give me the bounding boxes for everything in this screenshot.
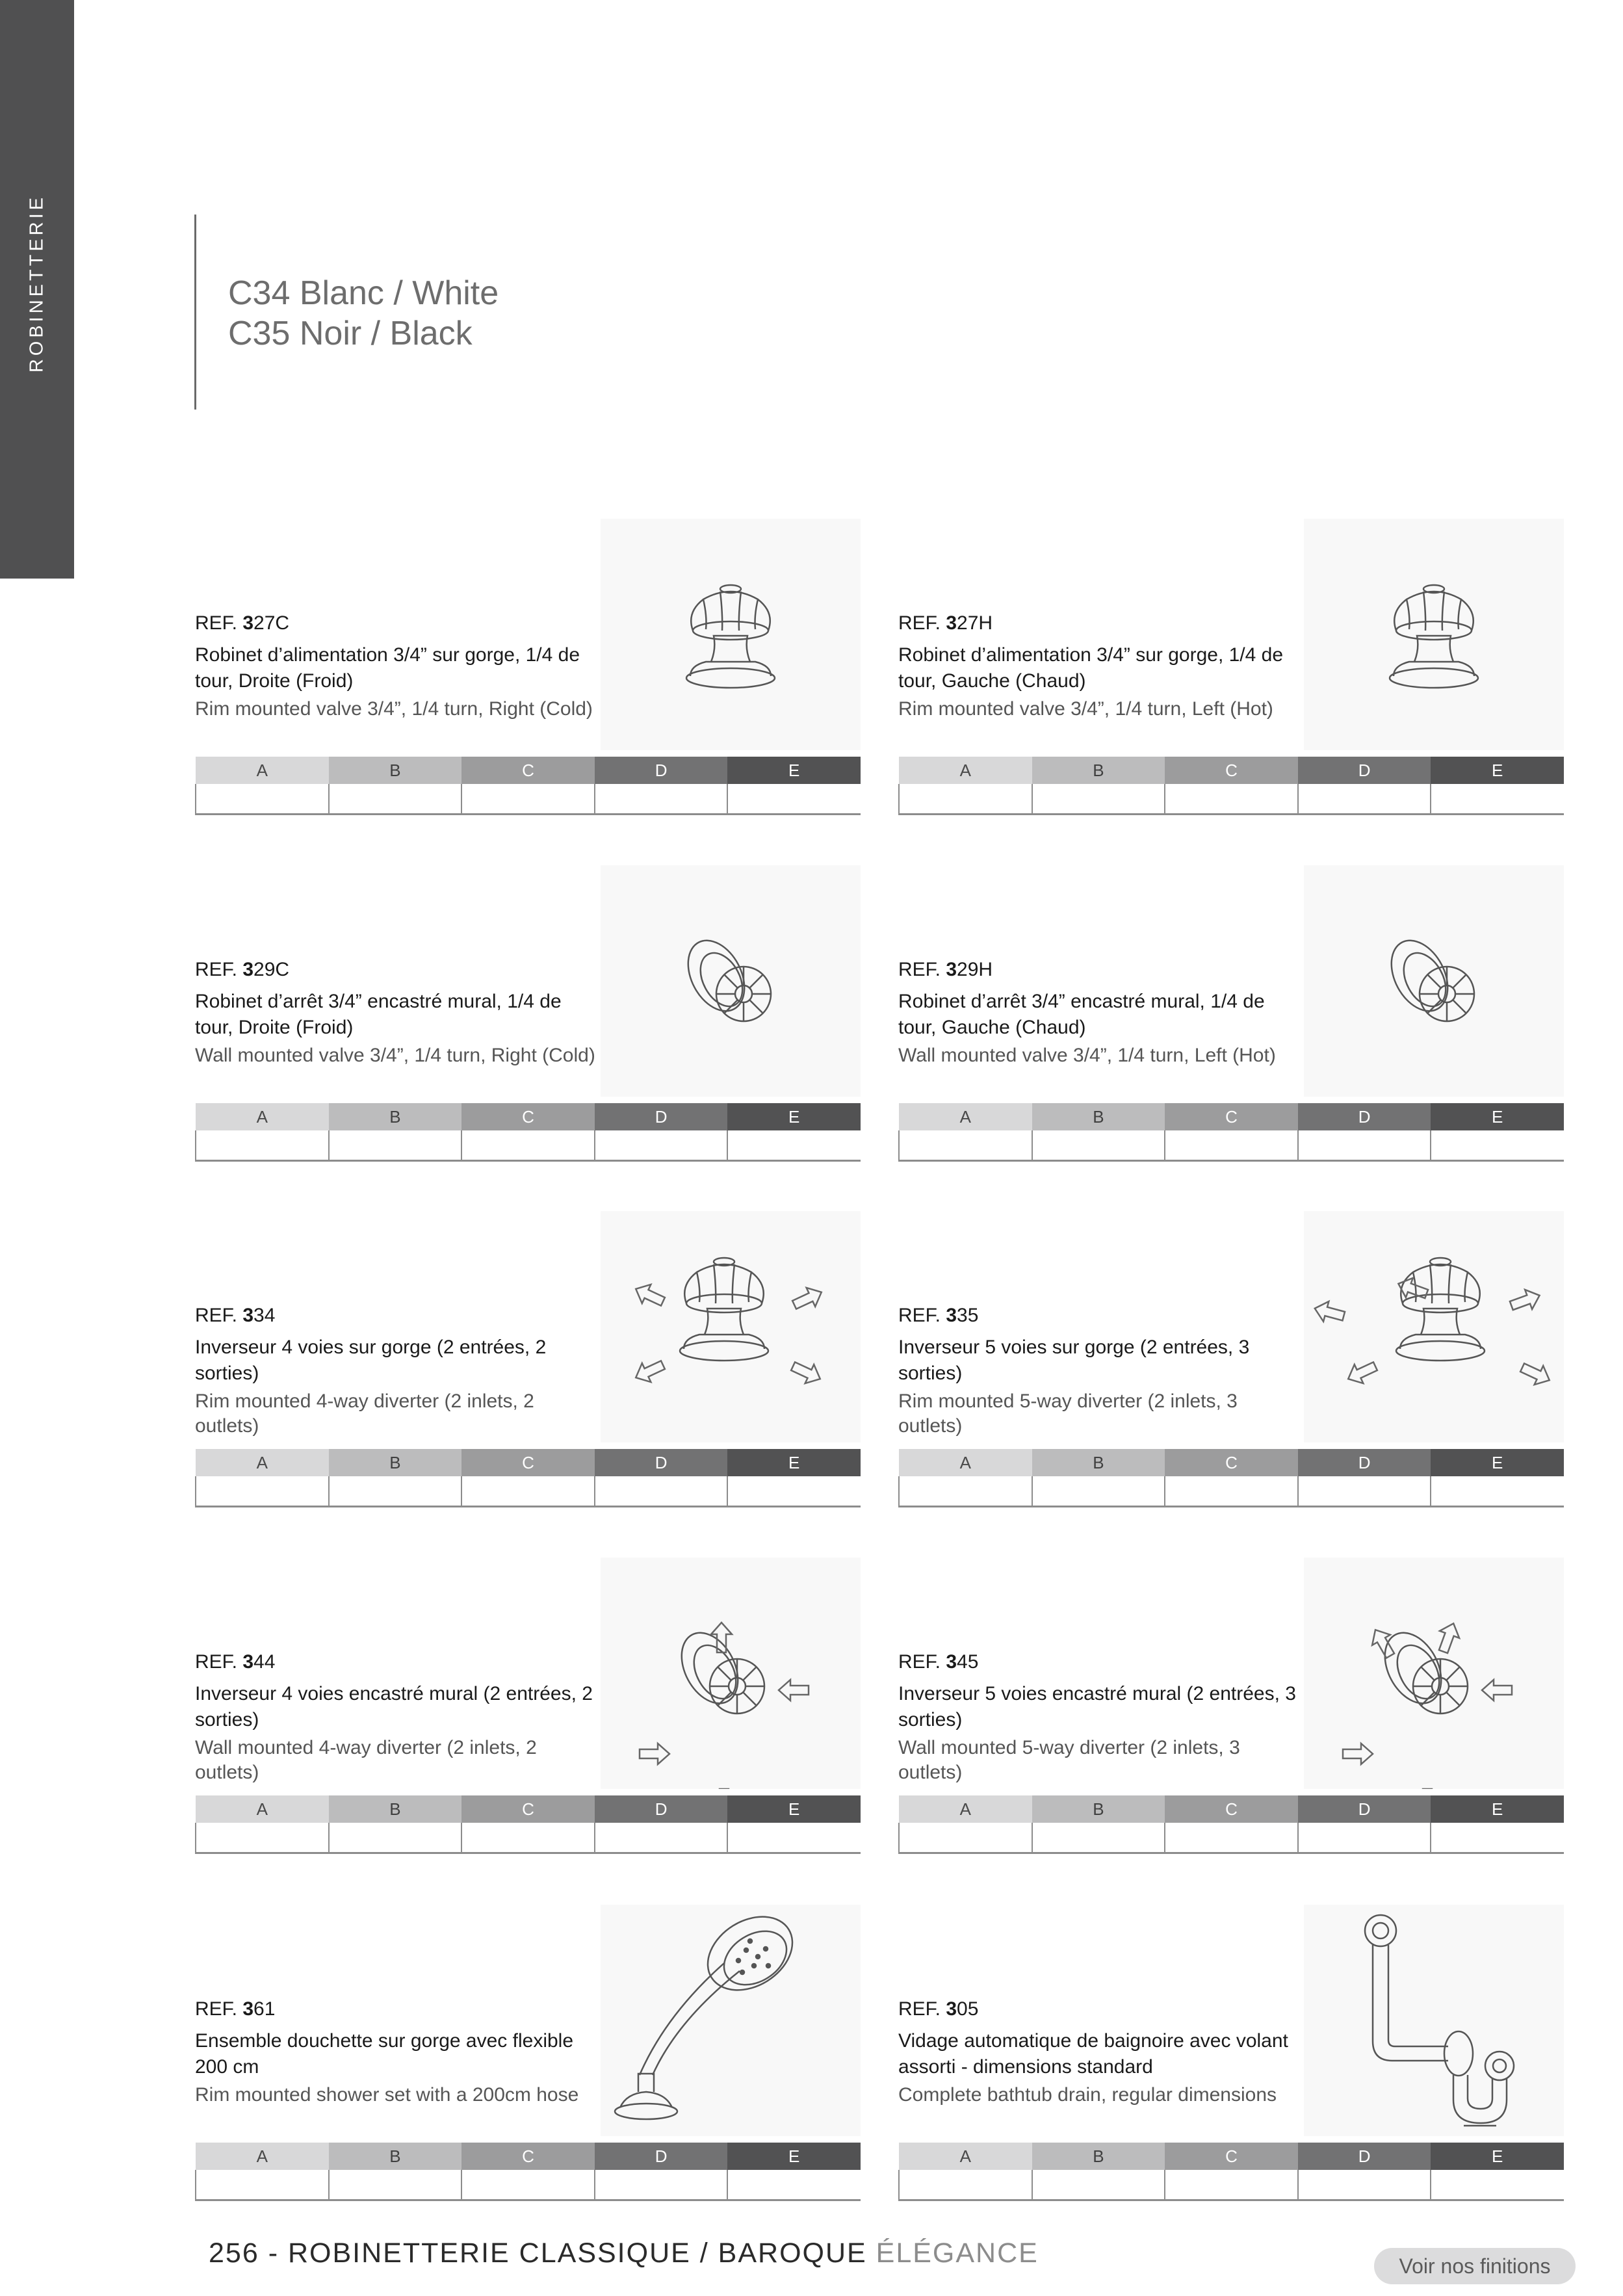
ref-prefix: REF. <box>195 612 243 634</box>
ref-bold: 3 <box>242 1651 254 1673</box>
description-en: Complete bathtub drain, regular dimensions <box>898 2084 1277 2106</box>
dimension-table <box>195 1795 861 1854</box>
product-ref <box>195 959 289 981</box>
dimension-header: E <box>727 1449 861 1476</box>
dimension-header: A <box>196 2143 329 2170</box>
dimension-cell <box>196 784 329 815</box>
product-card <box>195 1558 861 1854</box>
ref-bold: 3 <box>946 1998 957 2020</box>
product-ref <box>898 959 993 981</box>
dimension-header: D <box>595 1449 728 1476</box>
dimension-header: B <box>1032 1449 1165 1476</box>
dimension-header: C <box>461 2143 595 2170</box>
description-fr: Inverseur 5 voies sur gorge (2 entrées, 3 sorties) <box>898 1337 1250 1384</box>
dimension-header: B <box>1032 757 1165 784</box>
sidebar-label: ROBINETTERIE <box>26 194 47 373</box>
dimension-header: E <box>1431 1103 1564 1130</box>
dimension-header: D <box>1298 757 1431 784</box>
dimension-cell <box>1165 1823 1298 1853</box>
dimension-header: D <box>595 1103 728 1130</box>
dimension-cell <box>1032 784 1165 815</box>
dimension-header: A <box>196 1449 329 1476</box>
product-card <box>195 865 861 1162</box>
footer-title <box>209 2237 1039 2269</box>
product-ref <box>195 612 289 634</box>
dimension-cell <box>196 1823 329 1853</box>
finish-header <box>228 273 499 354</box>
dimension-cell <box>1298 1130 1431 1161</box>
dimension-cell <box>1032 1476 1165 1507</box>
dimension-header: E <box>727 757 861 784</box>
dimension-header: D <box>1298 1103 1431 1130</box>
description-en: Rim mounted shower set with a 200cm hose <box>195 2084 579 2106</box>
ref-number: 34 <box>253 1305 276 1326</box>
dimension-cell <box>1431 1476 1564 1507</box>
dimension-header: A <box>196 1795 329 1823</box>
dimension-table <box>898 1103 1564 1162</box>
description-en: Rim mounted 4-way diverter (2 inlets, 2 outlets) <box>195 1390 534 1437</box>
dimension-header: A <box>899 2143 1032 2170</box>
ref-bold: 3 <box>242 959 254 980</box>
dimension-header: D <box>1298 1795 1431 1823</box>
dimension-cell <box>461 1130 595 1161</box>
dimension-header: B <box>329 757 462 784</box>
dimension-cell <box>1431 1130 1564 1161</box>
description-fr: Inverseur 5 voies encastré mural (2 entrées, 3 sorties) <box>898 1683 1296 1730</box>
dimension-header: E <box>1431 1449 1564 1476</box>
dimension-header: B <box>1032 1103 1165 1130</box>
dimension-header: E <box>1431 1795 1564 1823</box>
dimension-cell <box>1032 2170 1165 2200</box>
dimension-cell <box>1431 784 1564 815</box>
product-ref <box>195 1651 275 1673</box>
ref-number: 29H <box>957 959 993 980</box>
product-card <box>898 865 1564 1162</box>
dimension-header: C <box>461 757 595 784</box>
rim-5way-diverter-icon <box>1304 1211 1564 1442</box>
dimension-header: B <box>1032 1795 1165 1823</box>
dimension-table <box>898 2143 1564 2201</box>
rim-valve-icon <box>601 519 861 750</box>
dimension-cell <box>595 1823 728 1853</box>
dimension-table <box>898 757 1564 815</box>
footer-collection: ROBINETTERIE CLASSIQUE / BAROQUE <box>287 2237 876 2269</box>
description-en: Rim mounted valve 3/4”, 1/4 turn, Left (Hot) <box>898 698 1273 720</box>
dimension-cell <box>899 784 1032 815</box>
product-ref <box>898 1305 978 1327</box>
dimension-header: C <box>1165 2143 1298 2170</box>
dimension-header: D <box>1298 2143 1431 2170</box>
product-ref <box>195 1998 275 2020</box>
description-fr: Robinet d’alimentation 3/4” sur gorge, 1/4 de tour, Gauche (Chaud) <box>898 644 1284 692</box>
description-fr: Robinet d’arrêt 3/4” encastré mural, 1/4 de tour, Gauche (Chaud) <box>898 991 1265 1038</box>
description-en: Rim mounted 5-way diverter (2 inlets, 3 outlets) <box>898 1390 1238 1437</box>
rim-valve-icon <box>1304 519 1564 750</box>
dimension-cell <box>595 2170 728 2200</box>
product-card <box>898 519 1564 815</box>
dimension-cell <box>461 1476 595 1507</box>
dimension-header: E <box>727 1795 861 1823</box>
dimension-table <box>898 1449 1564 1507</box>
wall-5way-diverter-icon <box>1304 1558 1564 1789</box>
description-fr: Inverseur 4 voies encastré mural (2 entrées, 2 sorties) <box>195 1683 593 1730</box>
dimension-cell <box>329 2170 462 2200</box>
dimension-header: E <box>1431 2143 1564 2170</box>
description-en: Wall mounted valve 3/4”, 1/4 turn, Right (Cold) <box>195 1045 595 1066</box>
dimension-cell <box>329 1476 462 1507</box>
ref-prefix: REF. <box>195 1651 243 1673</box>
page-number: 256 <box>209 2237 259 2269</box>
dimension-header: C <box>461 1795 595 1823</box>
wall-valve-icon <box>601 865 861 1097</box>
dimension-cell <box>329 1130 462 1161</box>
ref-number: 35 <box>957 1305 979 1326</box>
product-ref <box>195 1305 275 1327</box>
ref-number: 45 <box>957 1651 979 1673</box>
dimension-header: A <box>899 757 1032 784</box>
dimension-cell <box>595 784 728 815</box>
ref-bold: 3 <box>946 1651 957 1673</box>
dimension-table <box>195 1103 861 1162</box>
ref-prefix: REF. <box>898 1305 946 1326</box>
wall-valve-icon <box>1304 865 1564 1097</box>
description-fr: Robinet d’arrêt 3/4” encastré mural, 1/4 de tour, Droite (Froid) <box>195 991 562 1038</box>
dimension-cell <box>196 2170 329 2200</box>
dimension-header: B <box>1032 2143 1165 2170</box>
ref-number: 61 <box>253 1998 276 2020</box>
product-card <box>898 1905 1564 2201</box>
header-rule <box>194 215 196 410</box>
footer-separator: - <box>259 2237 288 2269</box>
dimension-cell <box>1165 1476 1298 1507</box>
ref-prefix: REF. <box>195 959 243 980</box>
ref-prefix: REF. <box>195 1998 243 2020</box>
finish-line-black: C35 Noir / Black <box>228 315 473 352</box>
dimension-cell <box>1165 2170 1298 2200</box>
see-finishes-button[interactable]: Voir nos finitions <box>1374 2248 1576 2284</box>
dimension-cell <box>461 784 595 815</box>
dimension-cell <box>461 2170 595 2200</box>
dimension-cell <box>1298 2170 1431 2200</box>
dimension-cell <box>899 1823 1032 1853</box>
dimension-cell <box>899 1476 1032 1507</box>
dimension-cell <box>1032 1823 1165 1853</box>
dimension-cell <box>727 784 861 815</box>
dimension-header: C <box>1165 1449 1298 1476</box>
dimension-header: D <box>595 757 728 784</box>
ref-number: 29C <box>253 959 290 980</box>
product-card <box>195 519 861 815</box>
dimension-cell <box>899 1130 1032 1161</box>
dimension-cell <box>1032 1130 1165 1161</box>
description-fr: Robinet d’alimentation 3/4” sur gorge, 1/4 de tour, Droite (Froid) <box>195 644 580 692</box>
ref-bold: 3 <box>946 1305 957 1326</box>
dimension-cell <box>727 1823 861 1853</box>
dimension-header: B <box>329 1795 462 1823</box>
dimension-cell <box>329 784 462 815</box>
dimension-cell <box>196 1476 329 1507</box>
ref-prefix: REF. <box>898 1998 946 2020</box>
dimension-header: E <box>1431 757 1564 784</box>
description-en: Wall mounted 4-way diverter (2 inlets, 2 outlets) <box>195 1737 537 1783</box>
rim-4way-diverter-icon <box>601 1211 861 1442</box>
dimension-cell <box>727 1476 861 1507</box>
description-en: Wall mounted 5-way diverter (2 inlets, 3 outlets) <box>898 1737 1240 1783</box>
dimension-cell <box>196 1130 329 1161</box>
dimension-cell <box>1431 2170 1564 2200</box>
ref-number: 05 <box>957 1998 979 2020</box>
dimension-cell <box>1298 784 1431 815</box>
product-ref <box>898 1651 978 1673</box>
dimension-cell <box>1298 1823 1431 1853</box>
dimension-table <box>195 1449 861 1507</box>
ref-number: 27H <box>957 612 993 634</box>
dimension-cell <box>329 1823 462 1853</box>
description-en: Rim mounted valve 3/4”, 1/4 turn, Right (Cold) <box>195 698 593 720</box>
finish-line-white: C34 Blanc / White <box>228 274 499 312</box>
dimension-header: B <box>329 1449 462 1476</box>
ref-bold: 3 <box>242 1998 254 2020</box>
description-fr: Vidage automatique de baignoire avec volant assorti - dimensions standard <box>898 2030 1288 2078</box>
wall-4way-diverter-icon <box>601 1558 861 1789</box>
description-fr: Inverseur 4 voies sur gorge (2 entrées, 2 sorties) <box>195 1337 547 1384</box>
description-en: Wall mounted valve 3/4”, 1/4 turn, Left (Hot) <box>898 1045 1276 1066</box>
dimension-table <box>898 1795 1564 1854</box>
dimension-cell <box>595 1476 728 1507</box>
dimension-table <box>195 2143 861 2201</box>
dimension-header: E <box>727 1103 861 1130</box>
dimension-header: C <box>461 1449 595 1476</box>
dimension-cell <box>899 2170 1032 2200</box>
product-card <box>898 1211 1564 1507</box>
dimension-table <box>195 757 861 815</box>
ref-prefix: REF. <box>898 959 946 980</box>
dimension-header: A <box>899 1449 1032 1476</box>
bathtub-drain-icon <box>1304 1905 1564 2136</box>
dimension-cell <box>461 1823 595 1853</box>
dimension-header: E <box>727 2143 861 2170</box>
ref-number: 44 <box>253 1651 276 1673</box>
sidebar-tab <box>0 0 74 579</box>
dimension-header: D <box>595 2143 728 2170</box>
dimension-header: A <box>196 757 329 784</box>
product-card <box>195 1211 861 1507</box>
dimension-cell <box>1298 1476 1431 1507</box>
dimension-cell <box>595 1130 728 1161</box>
ref-prefix: REF. <box>195 1305 243 1326</box>
product-ref <box>898 1998 978 2020</box>
dimension-header: D <box>595 1795 728 1823</box>
dimension-header: D <box>1298 1449 1431 1476</box>
ref-bold: 3 <box>946 612 957 634</box>
ref-bold: 3 <box>242 1305 254 1326</box>
ref-prefix: REF. <box>898 612 946 634</box>
dimension-header: B <box>329 2143 462 2170</box>
dimension-header: C <box>1165 757 1298 784</box>
dimension-header: B <box>329 1103 462 1130</box>
product-ref <box>898 612 993 634</box>
ref-number: 27C <box>253 612 290 634</box>
dimension-cell <box>1165 1130 1298 1161</box>
ref-bold: 3 <box>242 612 254 634</box>
dimension-header: C <box>1165 1103 1298 1130</box>
dimension-header: C <box>1165 1795 1298 1823</box>
product-card <box>195 1905 861 2201</box>
dimension-header: A <box>196 1103 329 1130</box>
description-fr: Ensemble douchette sur gorge avec flexible 200 cm <box>195 2030 574 2078</box>
dimension-header: A <box>899 1103 1032 1130</box>
dimension-cell <box>727 2170 861 2200</box>
ref-prefix: REF. <box>898 1651 946 1673</box>
dimension-header: A <box>899 1795 1032 1823</box>
product-card <box>898 1558 1564 1854</box>
hand-shower-icon <box>601 1905 861 2136</box>
footer-accent: ÉLÉGANCE <box>876 2237 1039 2269</box>
ref-bold: 3 <box>946 959 957 980</box>
dimension-cell <box>727 1130 861 1161</box>
dimension-cell <box>1165 784 1298 815</box>
dimension-header: C <box>461 1103 595 1130</box>
dimension-cell <box>1431 1823 1564 1853</box>
